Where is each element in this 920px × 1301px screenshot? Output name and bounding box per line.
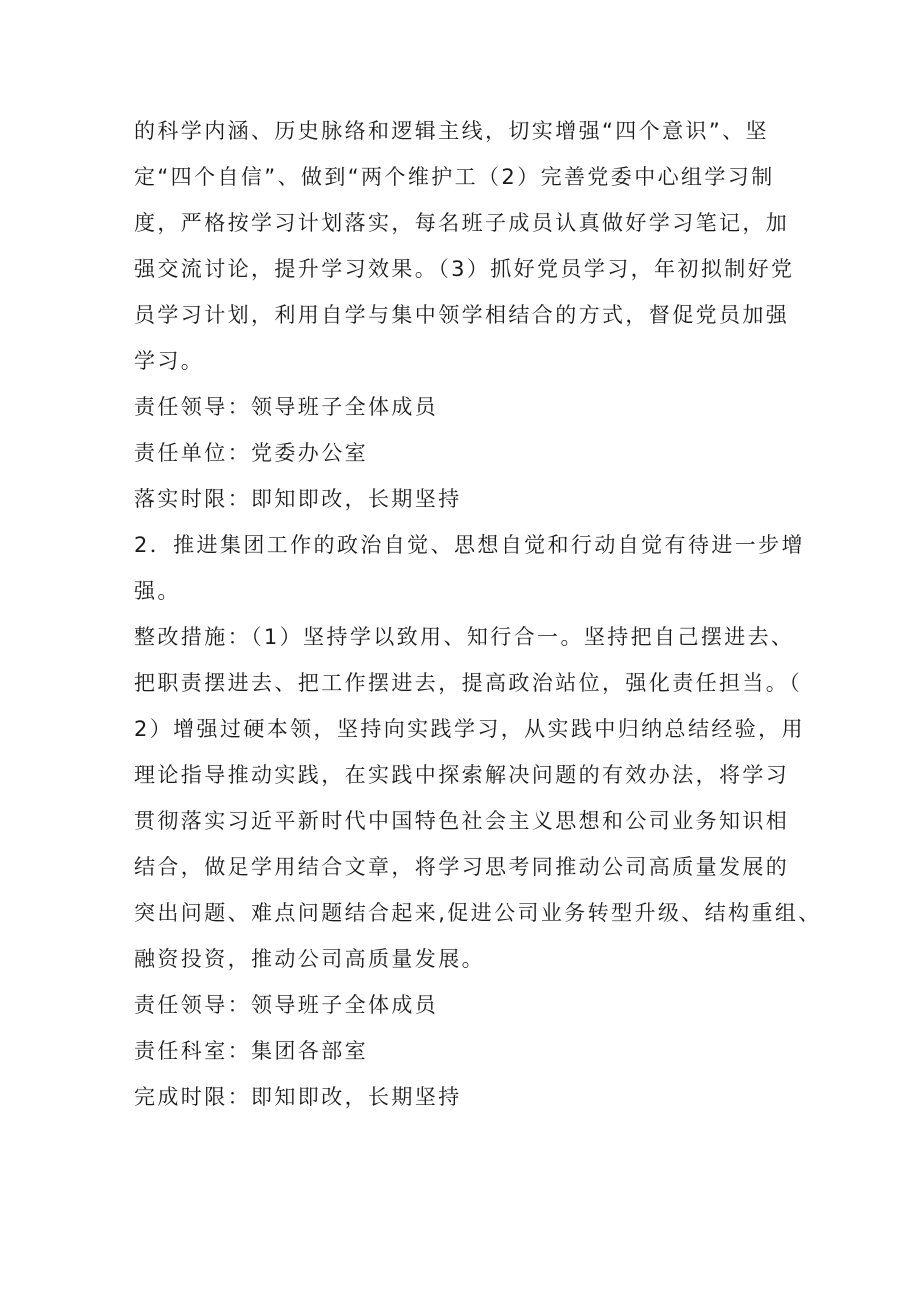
paragraph-study-measures — [134, 108, 794, 384]
text-line: 2．推进集团工作的政治自觉、思想自觉和行动自觉有待进一步增 — [134, 533, 805, 557]
deadline-2: 完成时限：即知即改，长期坚持 — [134, 1085, 462, 1109]
document-body — [134, 108, 822, 1120]
text-line: 整改措施：（1）坚持学以致用、知行合一。坚持把自己摆进去、 — [134, 625, 795, 649]
text-line: 强。 — [134, 579, 181, 603]
text-line: 突出问题、难点问题结合起来,促进公司业务转型升级、结构重组、 — [134, 901, 822, 925]
responsible-dept-2: 责任科室：集团各部室 — [134, 1039, 368, 1063]
text-line: 贯彻落实习近平新时代中国特色社会主义思想和公司业务知识相 — [134, 809, 790, 833]
text-line: 的科学内涵、历史脉络和逻辑主线，切实增强“四个意识”、坚 — [134, 119, 769, 143]
text-line: 学习。 — [134, 349, 205, 373]
responsible-leader-1: 责任领导：领导班子全体成员 — [134, 395, 439, 419]
text-line: 强交流讨论，提升学习效果。（3）抓好党员学习，年初拟制好党 — [134, 257, 795, 281]
text-line: 融资投资，推动公司高质量发展。 — [134, 947, 485, 971]
text-line: 结合，做足学用结合文章，将学习思考同推动公司高质量发展的 — [134, 855, 790, 879]
deadline-1: 落实时限：即知即改，长期坚持 — [134, 487, 462, 511]
item-2-heading — [134, 522, 805, 614]
text-line: 2）增强过硬本领，坚持向实践学习，从实践中归纳总结经验，用 — [134, 717, 805, 741]
rectification-measures — [134, 614, 822, 982]
text-line: 度，严格按学习计划落实，每名班子成员认真做好学习笔记，加 — [134, 211, 790, 235]
text-line: 定“四个自信”、做到“两个维护工（2）完善党委中心组学习制 — [134, 165, 775, 189]
text-line: 员学习计划，利用自学与集中领学相结合的方式，督促党员加强 — [134, 303, 790, 327]
text-line: 理论指导推动实践，在实践中探索解决问题的有效办法，将学习 — [134, 763, 790, 787]
responsible-unit-1: 责任单位：党委办公室 — [134, 441, 368, 465]
responsible-leader-2: 责任领导：领导班子全体成员 — [134, 993, 439, 1017]
text-line: 把职责摆进去、把工作摆进去，提高政治站位，强化责任担当。（ — [134, 671, 803, 695]
